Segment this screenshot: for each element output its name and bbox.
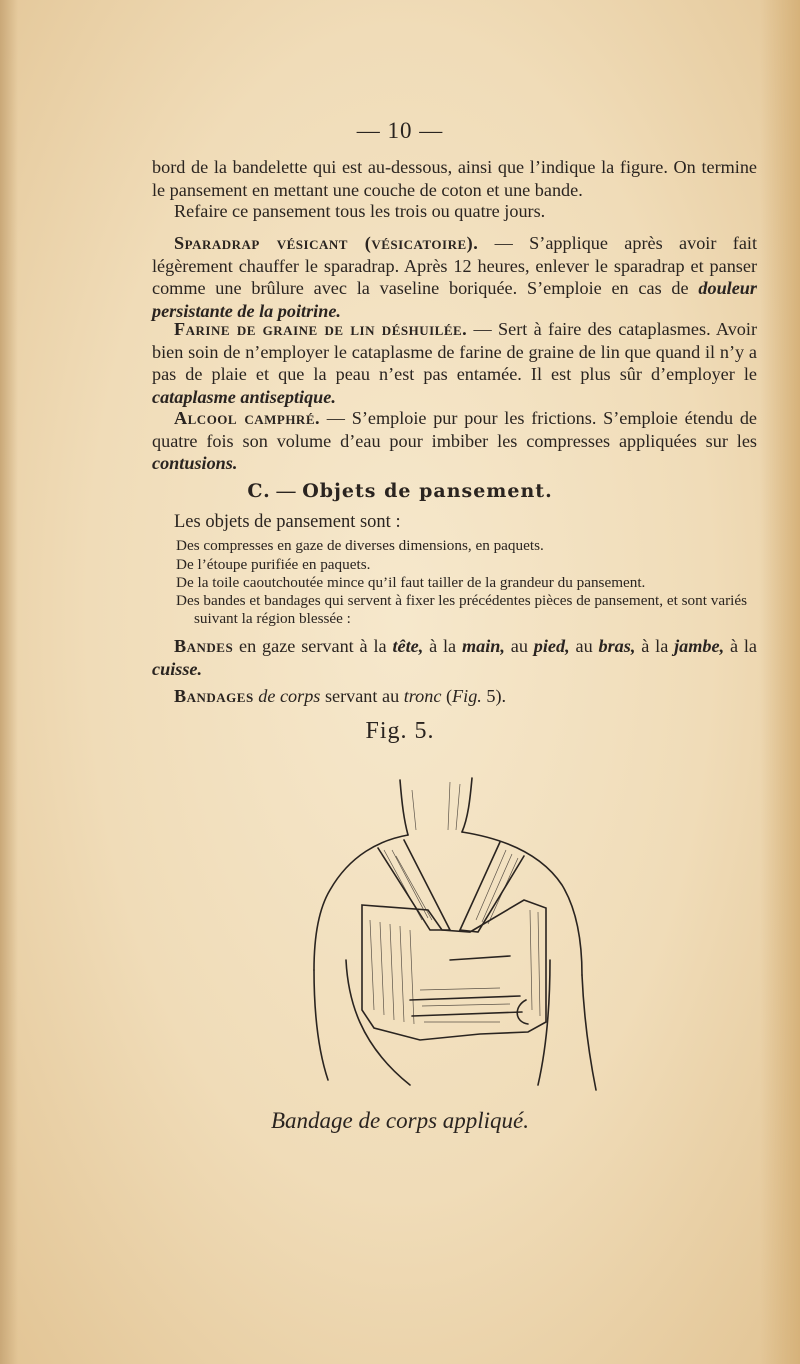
term-bandages: Bandages — [174, 686, 254, 706]
paragraph-sparadrap: Sparadrap vésicant (vésicatoire). — S’applique après avoir fait légèrement chauffer le sparadrap. Après 12 heures, enlever le sparadrap et panser comme une brûlure avec la vaseline boriquée. S’emploie en cas de douleur persistante de la poitrine. — [152, 233, 757, 321]
section-label: C. — [247, 480, 271, 502]
neck-left-line — [400, 780, 408, 835]
list-item: Des compresses en gaze de diverses dimensions, en paquets. — [176, 537, 544, 554]
paragraph-alcool: Alcool camphré. — S’emploie pur pour les frictions. S’emploie étendu de quatre fois son volume d’eau pour imbiber les compresses appliquées sur les contusions. — [152, 408, 758, 473]
list-item: De la toile caoutchoutée mince qu’il faut tailler de la grandeur du pansement. — [176, 574, 646, 591]
term-alcool: Alcool camphré. — [174, 408, 321, 428]
arm-right — [582, 975, 596, 1090]
arm-left — [314, 970, 328, 1080]
neck-right-line — [462, 778, 472, 832]
term-farine: Farine de graine de lin déshuilée. — [174, 319, 468, 339]
term-bandes: Bandes — [174, 636, 234, 656]
emphasis-douleur: douleur persistante de la poitrine. — [152, 278, 757, 321]
paragraph-continuation: bord de la bandelette qui est au-dessous, ainsi que l’indique la figure. On termine le pansement en mettant une couche de coton et une bande. — [152, 157, 757, 200]
term-sparadrap: Sparadrap vésicant (vésicatoire). — [174, 233, 479, 253]
figure-caption: Bandage de corps appliqué. — [270, 1108, 530, 1133]
emphasis-contusions: contusions. — [152, 453, 238, 473]
emphasis-cataplasme: cataplasme antiseptique. — [152, 386, 336, 407]
shoulder-left — [314, 835, 408, 970]
strap-left — [378, 840, 450, 930]
paragraph-refaire: Refaire ce pansement tous les trois ou quatre jours. — [174, 201, 546, 221]
torso-left — [346, 960, 410, 1085]
paragraph-farine: Farine de graine de lin déshuilée. — Sert à faire des cataplasmes. Avoir bien soin de n’employer le cataplasme de farine de graine de lin que quand il n’y a pas de plaie et que la peau n’est pas entamée. Il est plus sûr d’employer le cataplasme antiseptique. — [152, 319, 757, 407]
figure-label: Fig. 5. — [365, 718, 435, 744]
hatching — [370, 782, 540, 1024]
list-intro: Les objets de pansement sont : — [174, 512, 401, 532]
body-bandage-illustration — [300, 760, 620, 1100]
section-heading: C. — Objets de pansement. — [247, 480, 553, 502]
paragraph-bandes: Bandes en gaze servant à la tête, à la main, au pied, au bras, à la jambe, à la cuisse. — [152, 636, 757, 679]
bandage-fold-2 — [412, 1012, 522, 1016]
page-edge-left — [0, 0, 18, 1364]
section-title: Objets de pansement. — [302, 480, 553, 502]
list-item: Des bandes et bandages qui servent à fixer les précédentes pièces de pansement, et sont variés suivant la région blessée : — [176, 592, 747, 627]
page-number: — 10 — — [356, 118, 444, 143]
paragraph-bandages: Bandages de corps servant au tronc (Fig. 5). — [174, 686, 507, 706]
page-edge-right — [760, 0, 800, 1364]
bandage-fold-3 — [450, 956, 510, 960]
shoulder-right — [462, 832, 582, 975]
bandage-fold-1 — [410, 996, 520, 1000]
list-item: De l’étoupe purifiée en paquets. — [176, 556, 371, 573]
